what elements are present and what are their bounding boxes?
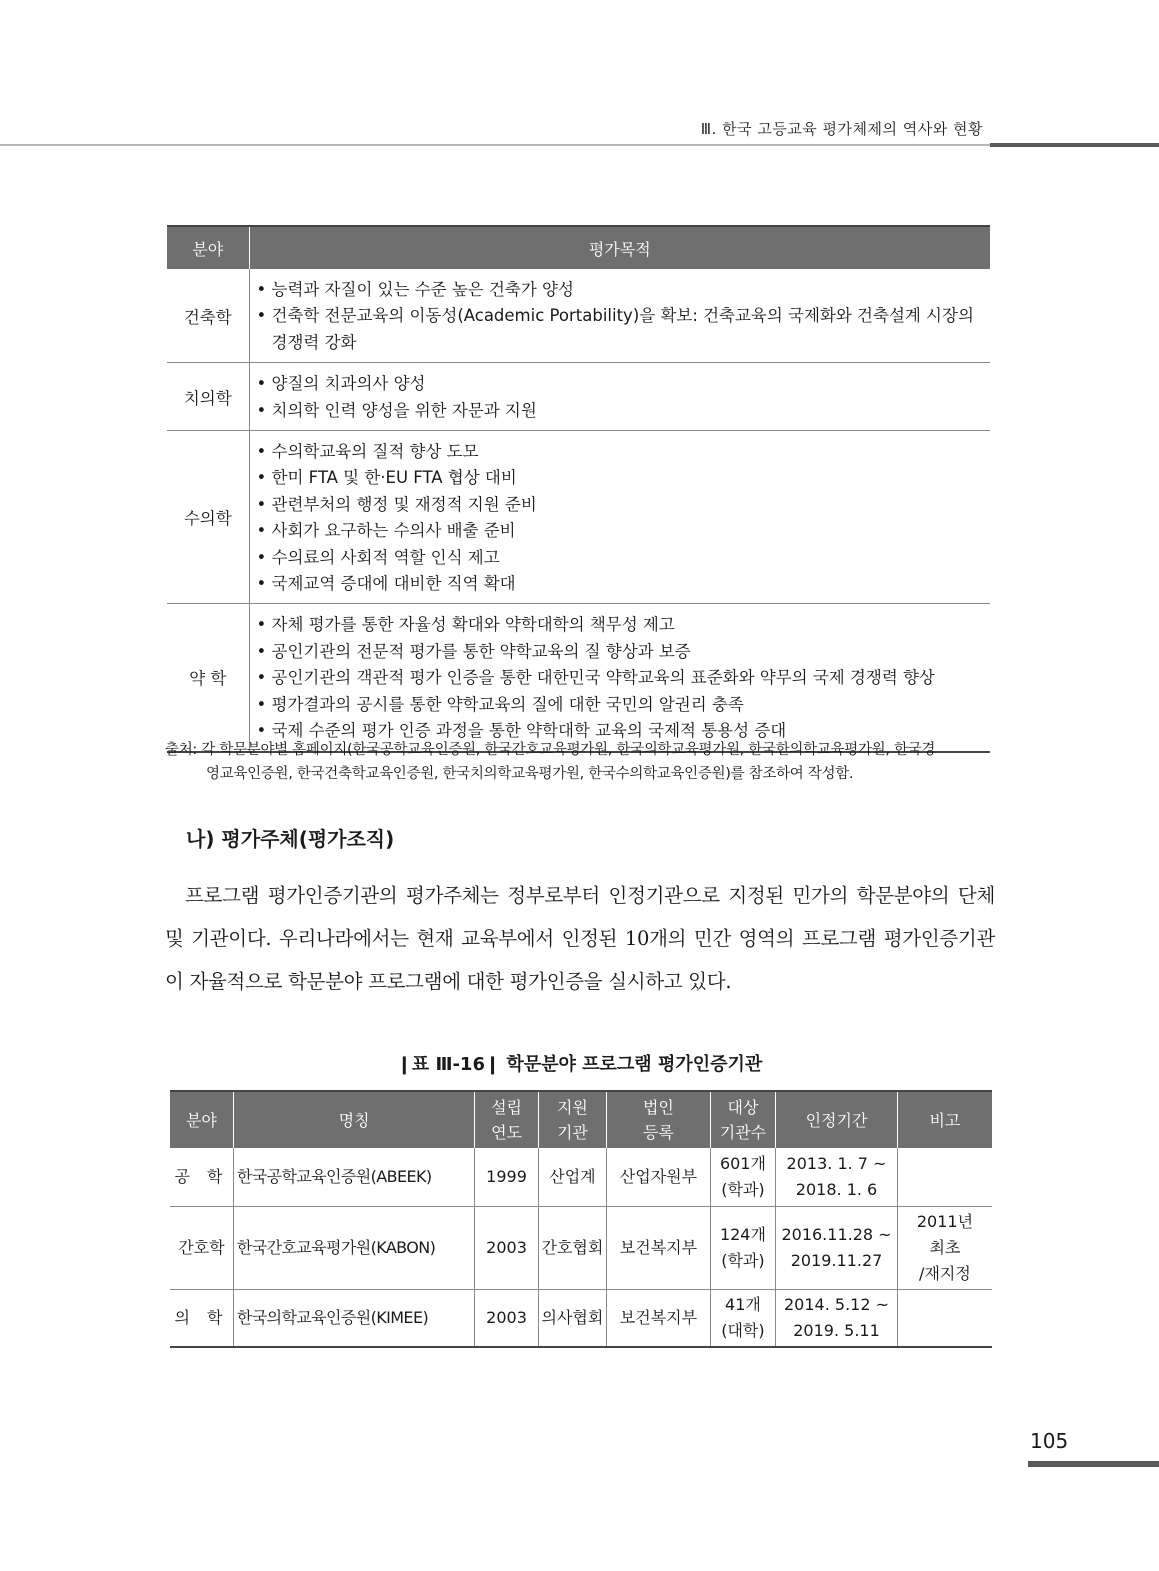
field-cell: 치의학 xyxy=(167,363,249,431)
goals-cell xyxy=(249,604,990,752)
source-note-line: 출처: 각 학문분야별 홈페이지(한국공학교육인증원, 한국간호교육평가원, 한국의학교육평가원, 한국한의학교육평가원, 한국경 xyxy=(165,742,936,758)
header-field: 분야 xyxy=(170,1091,233,1148)
running-header: Ⅲ. 한국 고등교육 평가체제의 역사와 현황 xyxy=(700,120,983,138)
header-year xyxy=(475,1091,538,1148)
table-row xyxy=(167,363,990,431)
list-item: • 평가결과의 공시를 통한 약학교육의 질에 대한 국민의 알권리 충족 xyxy=(256,692,985,718)
table-row xyxy=(170,1289,992,1347)
name-cell: 한국간호교육평가원(KABON) xyxy=(233,1206,474,1289)
list-item: • 자체 평가를 통한 자율성 확대와 약학대학의 책무성 제고 xyxy=(256,612,985,638)
year-cell: 2003 xyxy=(475,1289,538,1347)
list-item: • 양질의 치과의사 양성 xyxy=(256,371,985,397)
count-value: 124개 xyxy=(719,1224,766,1244)
field-cell: 건축학 xyxy=(167,269,249,363)
year-cell: 1999 xyxy=(475,1148,538,1206)
field-cell: 간호학 xyxy=(170,1206,233,1289)
count-cell xyxy=(710,1206,775,1289)
list-item: • 관련부처의 행정 및 재정적 지원 준비 xyxy=(256,492,985,518)
support-cell: 산업계 xyxy=(538,1148,606,1206)
header-rule-accent xyxy=(990,143,1159,147)
field-cell: 수의학 xyxy=(167,431,249,604)
header-text: 기관수 xyxy=(719,1123,767,1142)
header-text: 법인 xyxy=(642,1098,674,1117)
corp-cell: 보건복지부 xyxy=(607,1206,711,1289)
note-cell xyxy=(897,1206,992,1289)
header-corp xyxy=(607,1091,711,1148)
table-row xyxy=(167,604,990,752)
header-text: 등록 xyxy=(642,1123,674,1142)
table-row xyxy=(167,431,990,604)
field-cell: 공 학 xyxy=(170,1148,233,1206)
count-value: 41개 xyxy=(725,1294,761,1314)
note-cell xyxy=(897,1148,992,1206)
period-end: 2019.11.27 xyxy=(790,1250,883,1270)
note-cell xyxy=(897,1289,992,1347)
list-item: • 공인기관의 전문적 평가를 통한 약학교육의 질 향상과 보증 xyxy=(256,639,985,665)
count-cell xyxy=(710,1289,775,1347)
name-cell: 한국공학교육인증원(ABEEK) xyxy=(233,1148,474,1206)
header-text: 연도 xyxy=(491,1123,522,1142)
support-cell: 간호협회 xyxy=(538,1206,606,1289)
accreditation-agency-table xyxy=(170,1090,992,1348)
goals-cell xyxy=(249,431,990,604)
list-item: • 치의학 인력 양성을 위한 자문과 지원 xyxy=(256,398,985,424)
period-cell xyxy=(776,1206,898,1289)
note-line: 2011년 xyxy=(916,1211,974,1231)
evaluation-purpose-table xyxy=(167,225,990,753)
period-end: 2019. 5.11 xyxy=(793,1320,880,1340)
source-note xyxy=(165,738,995,786)
header-rule xyxy=(0,144,990,146)
header-purpose: 평가목적 xyxy=(249,226,990,269)
field-cell: 의 학 xyxy=(170,1289,233,1347)
note-line: 최초 xyxy=(929,1237,961,1257)
table-row xyxy=(170,1148,992,1206)
header-name: 명칭 xyxy=(233,1091,474,1148)
header-note: 비고 xyxy=(897,1091,992,1148)
section-heading: 나) 평가주체(평가조직) xyxy=(186,827,395,851)
header-support xyxy=(538,1091,606,1148)
count-value: 601개 xyxy=(719,1153,766,1173)
table-header-row xyxy=(170,1091,992,1148)
count-unit: (대학) xyxy=(721,1320,765,1340)
table-header-row xyxy=(167,226,990,269)
goals-cell xyxy=(249,269,990,363)
field-cell: 약 학 xyxy=(167,604,249,752)
period-cell xyxy=(776,1148,898,1206)
header-text: 지원 xyxy=(556,1098,588,1117)
header-period: 인정기간 xyxy=(776,1091,898,1148)
source-note-line: 영교육인증원, 한국건축학교육인증원, 한국치의학교육평가원, 한국수의학교육인증원)를 참조하여 작성함. xyxy=(206,766,854,782)
count-unit: (학과) xyxy=(721,1250,765,1270)
name-cell: 한국의학교육인증원(KIMEE) xyxy=(233,1289,474,1347)
list-item: • 국제 수준의 평가 인증 과정을 통한 약학대학 교육의 국제적 통용성 증대 xyxy=(256,718,985,744)
goals-cell xyxy=(249,363,990,431)
period-end: 2018. 1. 6 xyxy=(795,1179,878,1199)
period-start: 2016.11.28 ~ xyxy=(781,1224,892,1244)
corp-cell: 보건복지부 xyxy=(607,1289,711,1347)
header-field: 분야 xyxy=(167,226,249,269)
list-item: • 건축학 전문교육의 이동성(Academic Portability)을 확보: 건축교육의 국제화와 건축설계 시장의 경쟁력 강화 xyxy=(256,303,985,356)
footer-rule xyxy=(1028,1461,1159,1467)
table-caption: ❙표 Ⅲ-16❙ 학문분야 프로그램 평가인증기관 xyxy=(396,1054,763,1075)
period-start: 2013. 1. 7 ~ xyxy=(786,1153,887,1173)
note-line: /재지정 xyxy=(919,1263,971,1283)
corp-cell: 산업자원부 xyxy=(607,1148,711,1206)
table-row xyxy=(170,1206,992,1289)
year-cell: 2003 xyxy=(475,1206,538,1289)
list-item: • 능력과 자질이 있는 수준 높은 건축가 양성 xyxy=(256,277,985,303)
count-unit: (학과) xyxy=(721,1179,765,1199)
header-text: 설립 xyxy=(491,1098,522,1117)
period-start: 2014. 5.12 ~ xyxy=(784,1294,890,1314)
period-cell xyxy=(776,1289,898,1347)
count-cell xyxy=(710,1148,775,1206)
list-item: • 국제교역 증대에 대비한 직역 확대 xyxy=(256,571,985,597)
list-item: • 한미 FTA 및 한·EU FTA 협상 대비 xyxy=(256,465,985,491)
header-count xyxy=(710,1091,775,1148)
list-item: • 수의료의 사회적 역할 인식 제고 xyxy=(256,545,985,571)
table-row xyxy=(167,269,990,363)
list-item: • 공인기관의 객관적 평가 인증을 통한 대한민국 약학교육의 표준화와 약무의 국제 경쟁력 향상 xyxy=(256,665,985,691)
body-paragraph: 프로그램 평가인증기관의 평가주체는 정부로부터 인정기관으로 지정된 민가의 학문분야의 단체 및 기관이다. 우리나라에서는 현재 교육부에서 인정된 10개의 민간 영역의 프로그램 평가인증기관이 자율적으로 학문분야 프로그램에 대한 평가인증을 실시하고 있다. xyxy=(165,884,995,993)
list-item: • 수의학교육의 질적 향상 도모 xyxy=(256,439,985,465)
header-text: 대상 xyxy=(727,1098,759,1117)
header-text: 기관 xyxy=(556,1123,588,1142)
support-cell: 의사협회 xyxy=(538,1289,606,1347)
page-number: 105 xyxy=(1030,1429,1069,1453)
list-item: • 사회가 요구하는 수의사 배출 준비 xyxy=(256,518,985,544)
